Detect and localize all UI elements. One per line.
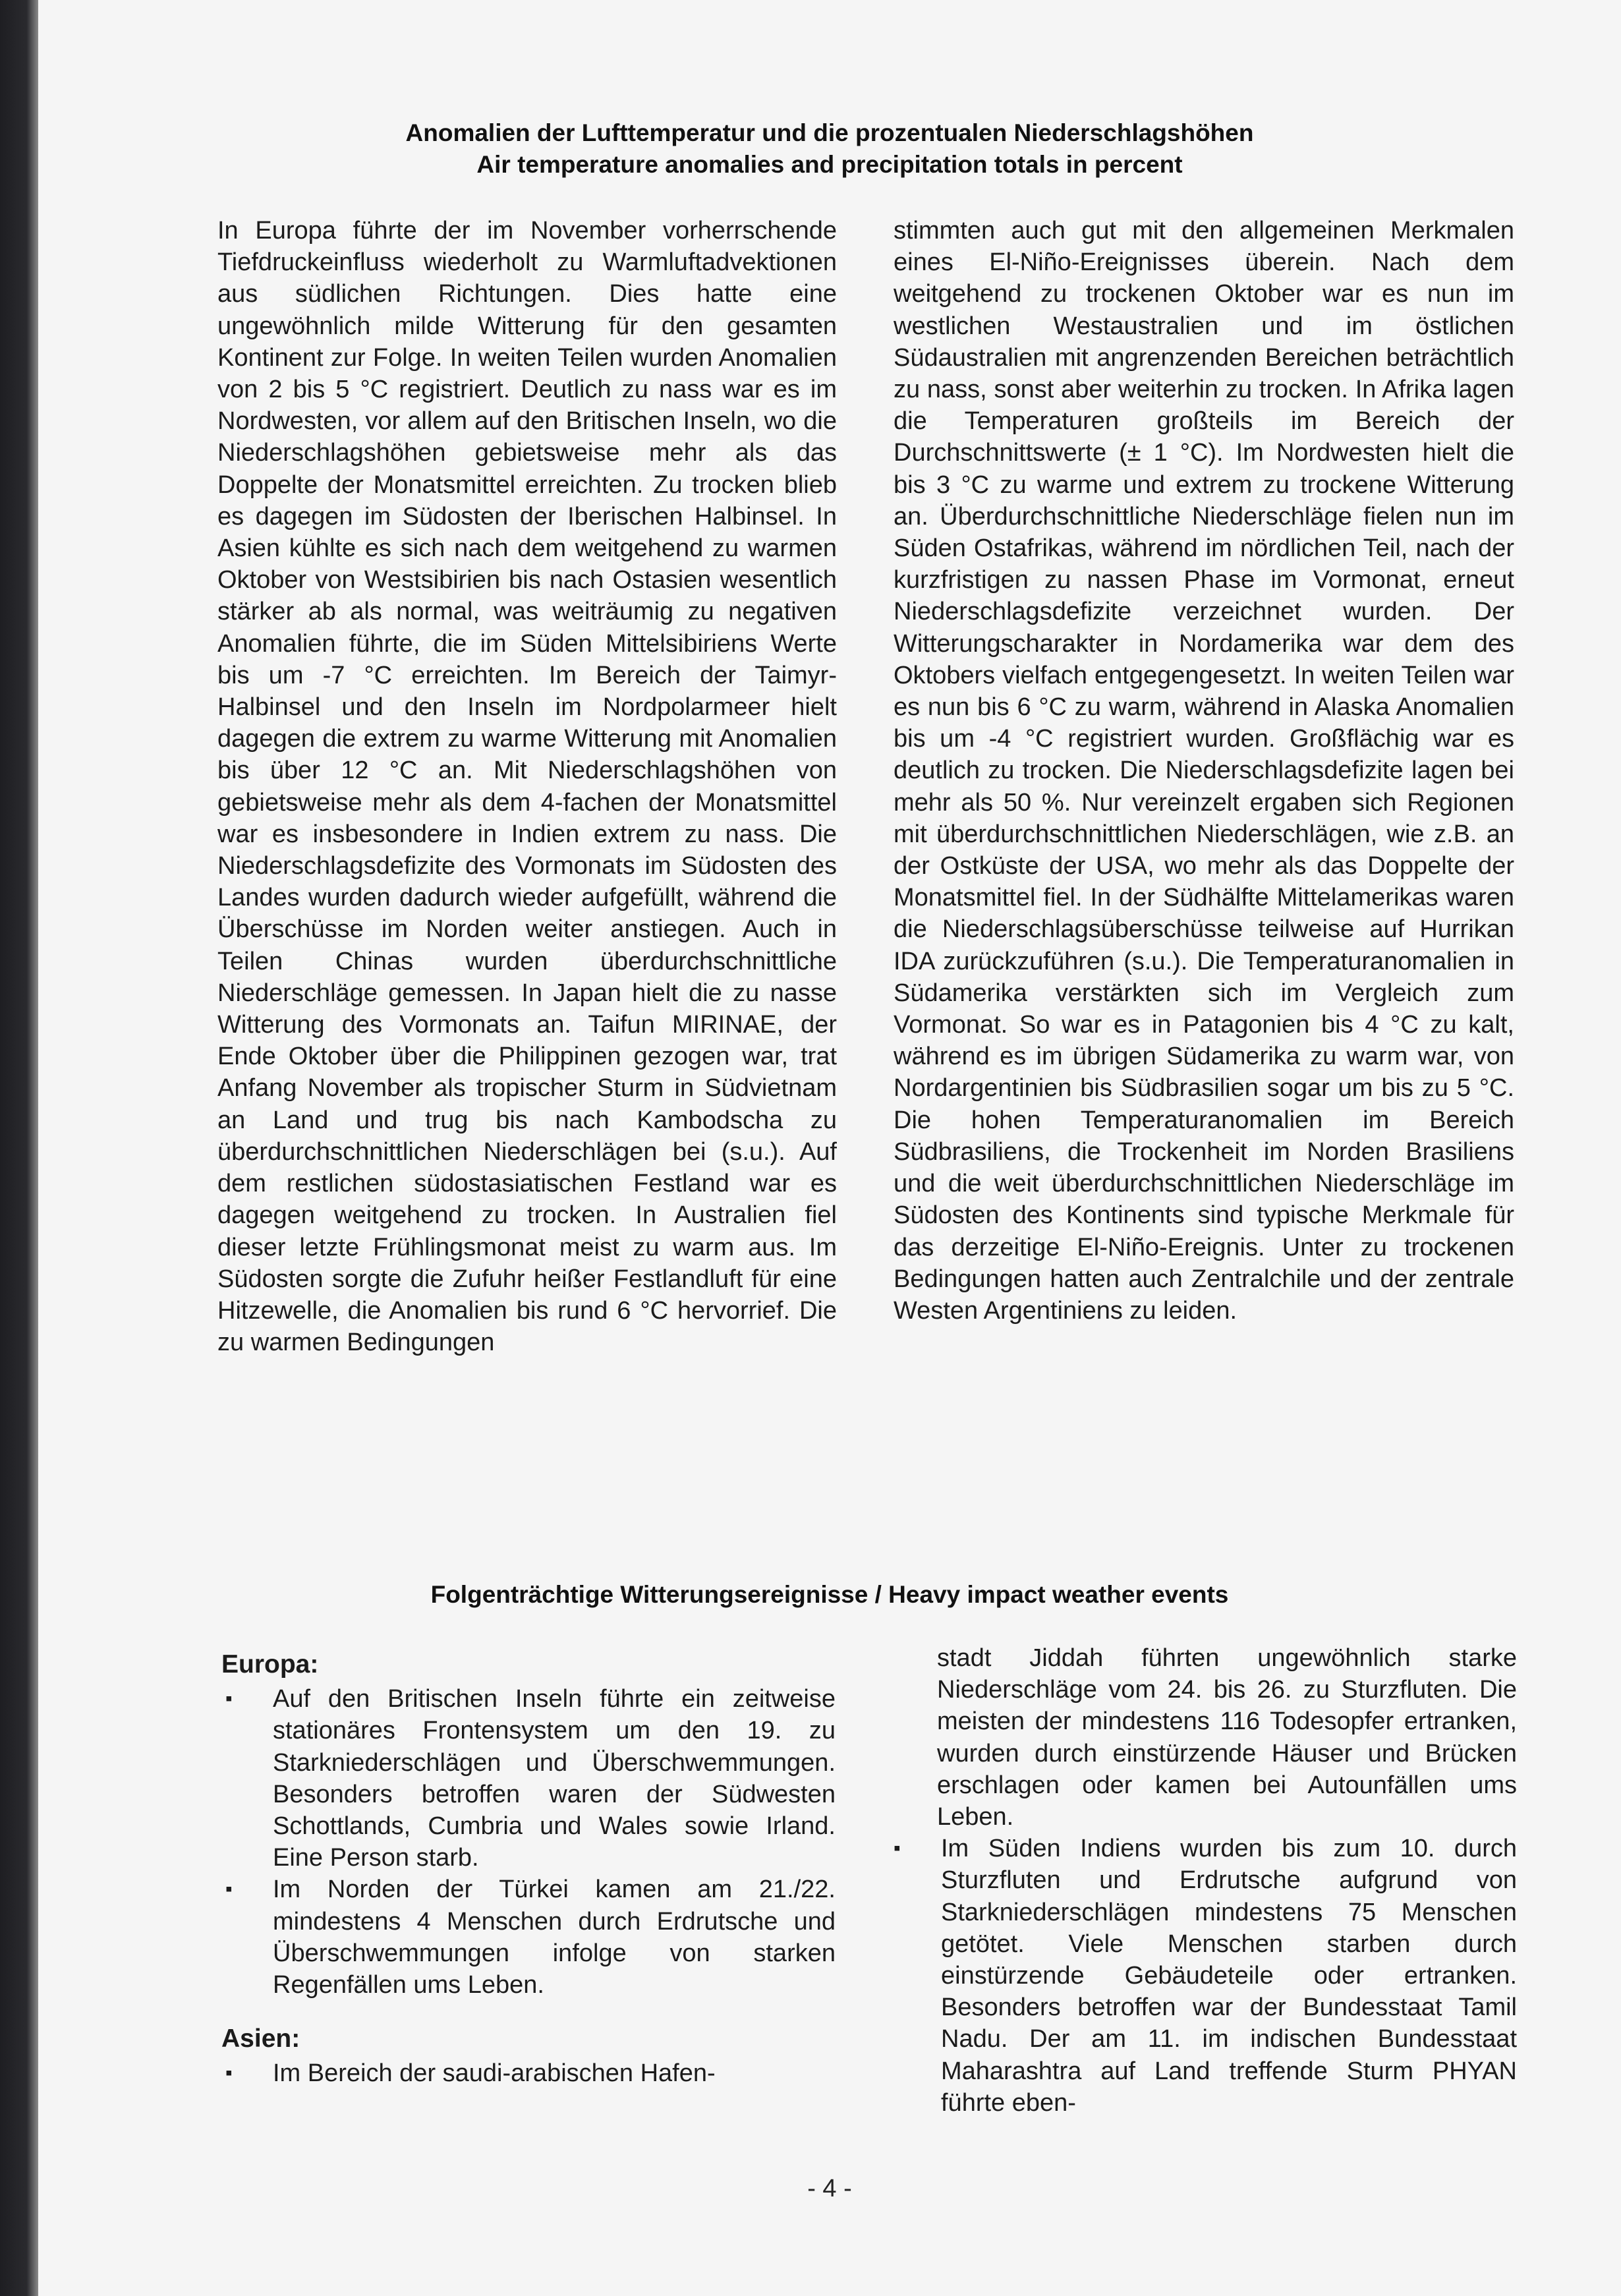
asien-list [221, 2057, 836, 2089]
asien-list-continued [890, 1833, 1517, 2119]
events-title: Folgenträchtige Witterungsereignisse / Heavy impact weather events [430, 1581, 1229, 1608]
section-title-en: Air temperature anomalies and precipitation totals in percent [476, 151, 1183, 178]
events-left-column [221, 1649, 836, 2090]
events-right-column [890, 1642, 1517, 2119]
europa-heading: Europa: [221, 1650, 319, 1679]
list-item-continuation: stadt Jiddah führten ungewöhnlich starke Niederschläge vom 24. bis 26. zu Sturzfluten. Die meisten der mindestens 116 Todesopfer ertranken, wurden durch einstürzende Häuser und Brücken erschlagen oder kamen bei Autounfällen ums Leben. [937, 1644, 1517, 1831]
left-column [217, 215, 837, 1358]
page-number: - 4 - [807, 2175, 852, 2202]
document-page [38, 0, 1621, 2296]
section-title-de: Anomalien der Lufttemperatur und die prozentualen Niederschlagshöhen [405, 119, 1254, 146]
list-item: ▪ Im Norden der Türkei kamen am 21./22. mindestens 4 Menschen durch Erdrutsche und Überschwemmungen infolge von starken Regenfällen ums Leben. [221, 1874, 836, 2001]
asien-heading: Asien: [221, 2024, 300, 2053]
list-item: ▪ Im Bereich der saudi-arabischen Hafen- [221, 2057, 836, 2089]
right-paragraph: stimmten auch gut mit den allgemeinen Merkmalen eines El-Niño-Ereignisses überein. Nach dem weitgehend zu trockenen Oktober war es nun im westlichen Westaustralien und im östlichen Südaustralien mit angrenzenden Bereichen beträchtlich zu nass, sonst aber weiterhin zu trocken. In Afrika lagen die Temperaturen großteils im Bereich der Durchschnittswerte (± 1 °C). Im Nordwesten hielt die bis 3 °C zu warme und extrem zu trockene Witterung an. Überdurchschnittliche Niederschläge fielen nun im Süden Ostafrikas, während im nördlichen Teil, nach der kurzfristigen zu nassen Phase im Vormonat, erneut Niederschlagsdefizite verzeichnet wurden. Der Witterungscharakter in Nordamerika war dem des Oktobers vielfach entgegengesetzt. In weiten Teilen war es nun bis 6 °C zu warm, während in Alaska Anomalien bis um -4 °C registriert wurden. Großflächig war es deutlich zu trocken. Die Niederschlagsdefizite lagen bei mehr als 50 %. Nur vereinzelt ergaben sich Regionen mit überdurchschnittlichen Niederschlägen, wie z.B. an der Ostküste der USA, wo mehr als das Doppelte der Monatsmittel fiel. In der Südhälfte Mittelamerikas waren die Niederschlagsüberschüsse teilweise auf Hurrikan IDA zurückzuführen (s.u.). Die Temperaturanomalien in Südamerika verstärkten sich im Vergleich zum Vormonat. So war es in Patagonien bis 4 °C zu kalt, während es im übrigen Südamerika zu warm war, von Nordargentinien bis Südbrasilien sogar um bis zu 5 °C. Die hohen Temperaturanomalien im Bereich Südbrasiliens, die Trockenheit im Norden Brasiliens und die weit überdurchschnittlichen Niederschläge im Südosten des Kontinents sind typische Merkmale für das derzeitige El-Niño-Ereignis. Unter zu trockenen Bedingungen hatten auch Zentralchile und der zentrale Westen Argentiniens zu leiden. [894, 217, 1514, 1325]
left-paragraph: In Europa führte der im November vorherrschende Tiefdruckeinfluss wiederholt zu Warmluftadvektionen aus südlichen Richtungen. Dies hatte eine ungewöhnlich milde Witterung für den gesamten Kontinent zur Folge. In weiten Teilen wurden Anomalien von 2 bis 5 °C registriert. Deutlich zu nass war es im Nordwesten, vor allem auf den Britischen Inseln, wo die Niederschlagshöhen gebietsweise mehr als das Doppelte der Monatsmittel erreichten. Zu trocken blieb es dagegen im Südosten der Iberischen Halbinsel. In Asien kühlte es sich nach dem weitgehend zu warmen Oktober von Westsibirien bis nach Ostasien wesentlich stärker ab als normal, was weiträumig zu negativen Anomalien führte, die im Süden Mittelsibiriens Werte bis um -7 °C erreichten. Im Bereich der Taimyr-Halbinsel und den Inseln im Nordpolarmeer hielt dagegen die extrem zu warme Witterung mit Anomalien bis über 12 °C an. Mit Niederschlagshöhen von gebietsweise mehr als dem 4-fachen der Monatsmittel war es insbesondere in Indien extrem zu nass. Die Niederschlagsdefizite des Vormonats im Südosten des Landes wurden dadurch wieder aufgefüllt, während die Überschüsse im Norden weiter anstiegen. Auch in Teilen Chinas wurden überdurchschnittliche Niederschläge gemessen. In Japan hielt die zu nasse Witterung des Vormonats an. Taifun MIRINAE, der Ende Oktober über die Philippinen gezogen war, trat Anfang November als tropischer Sturm in Südvietnam an Land und trug bis nach Kambodscha zu überdurchschnittlichen Niederschlägen bei (s.u.). Auf dem restlichen südostasiatischen Festland war es dagegen weitgehend zu trocken. In Australien fiel dieser letzte Frühlingsmonat meist zu warm aus. Im Südosten sorgte die Zufuhr heißer Festlandluft für eine Hitzewelle, die Anomalien bis rund 6 °C hervorrief. Die zu warmen Bedingungen [217, 217, 837, 1357]
europa-list [221, 1683, 836, 2001]
scan-edge [0, 0, 38, 2296]
list-item: ▪ Auf den Britischen Inseln führte ein zeitweise stationäres Frontensystem um den 19. zu Starkniederschlägen und Überschwemmungen. Besonders betroffen waren der Südwesten Schottlands, Cumbria und Wales sowie Irland. Eine Person starb. [221, 1683, 836, 1874]
right-column [894, 215, 1514, 1327]
list-item: ▪ Im Süden Indiens wurden bis zum 10. durch Sturzfluten und Erdrutsche aufgrund von Starkniederschlägen mindestens 75 Menschen getötet. Viele Menschen starben durch einstürzende Gebäudeteile oder ertranken. Besonders betroffen war der Bundesstaat Tamil Nadu. Der am 11. im indischen Bundesstaat Maharashtra auf Land treffende Sturm PHYAN führte eben- [890, 1833, 1517, 2119]
